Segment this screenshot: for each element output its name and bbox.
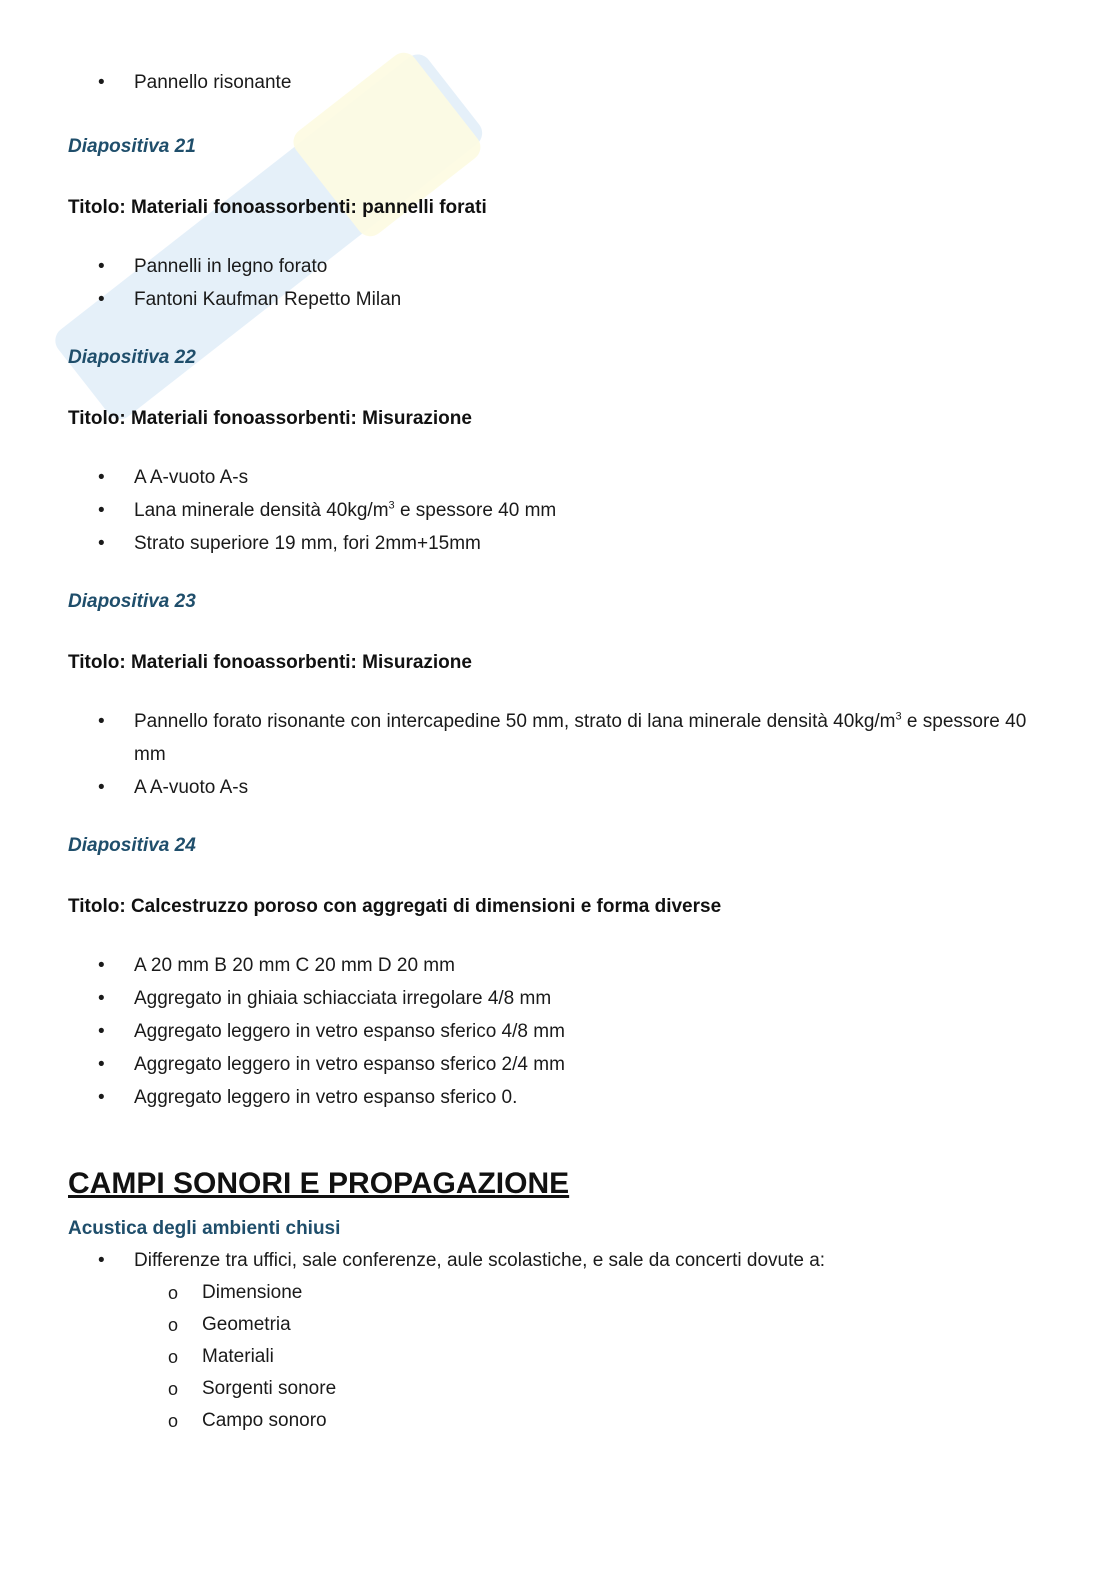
list-item: • Aggregato leggero in vetro espanso sferico 0. (68, 1081, 1058, 1114)
list-item: • Differenze tra uffici, sale conferenze, aule scolastiche, e sale da concerti dovute a: (68, 1244, 1058, 1277)
section-subheading: Acustica degli ambienti chiusi (68, 1218, 341, 1239)
list-item: • Aggregato in ghiaia schiacciata irregolare 4/8 mm (68, 982, 1058, 1015)
list-item: • A A-vuoto A-s (68, 461, 1058, 494)
slide-21-bullets (68, 250, 1058, 316)
slide-21-title: Titolo: Materiali fonoassorbenti: pannelli forati (68, 197, 487, 218)
slide-24-title: Titolo: Calcestruzzo poroso con aggregati di dimensioni e forma diverse (68, 896, 722, 917)
slide-24-bullets (68, 949, 1058, 1114)
section-bullets (68, 1244, 1058, 1277)
section-title: CAMPI SONORI E PROPAGAZIONE (68, 1167, 570, 1200)
list-item: • Pannello forato risonante con intercapedine 50 mm, strato di lana minerale densità $40kg/m^3$ e spessore 40 mm (68, 705, 1058, 771)
slide-22-heading: Diapositiva 22 (68, 347, 196, 368)
slide-21-heading: Diapositiva 21 (68, 136, 196, 157)
list-item: • Aggregato leggero in vetro espanso sferico 4/8 mm (68, 1015, 1058, 1048)
list-item: • Lana minerale densità $40kg/m^3$ e spessore 40 mm (68, 494, 1058, 527)
list-item: • A 20 mm B 20 mm C 20 mm D 20 mm (68, 949, 1058, 982)
top-bullet-list (68, 66, 1058, 99)
section-sub-bullets (68, 1277, 1058, 1437)
list-item: • Pannello risonante (68, 66, 1058, 99)
slide-24-heading: Diapositiva 24 (68, 835, 196, 856)
slide-22-bullets (68, 461, 1058, 560)
sub-list-item: o Geometria (68, 1309, 1058, 1341)
list-item: • Pannelli in legno forato (68, 250, 1058, 283)
sub-list-item: o Materiali (68, 1341, 1058, 1373)
sub-list-item: o Sorgenti sonore (68, 1373, 1058, 1405)
document-page (68, 66, 1058, 1437)
list-item: • Aggregato leggero in vetro espanso sferico 2/4 mm (68, 1048, 1058, 1081)
list-item: • A A-vuoto A-s (68, 771, 1058, 804)
slide-23-heading: Diapositiva 23 (68, 591, 196, 612)
sub-list-item: o Campo sonoro (68, 1405, 1058, 1437)
list-item: • Strato superiore 19 mm, fori 2mm+15mm (68, 527, 1058, 560)
slide-23-bullets (68, 705, 1058, 804)
sub-list-item: o Dimensione (68, 1277, 1058, 1309)
slide-23-title: Titolo: Materiali fonoassorbenti: Misurazione (68, 652, 472, 673)
slide-22-title: Titolo: Materiali fonoassorbenti: Misurazione (68, 408, 472, 429)
list-item: • Fantoni Kaufman Repetto Milan (68, 283, 1058, 316)
